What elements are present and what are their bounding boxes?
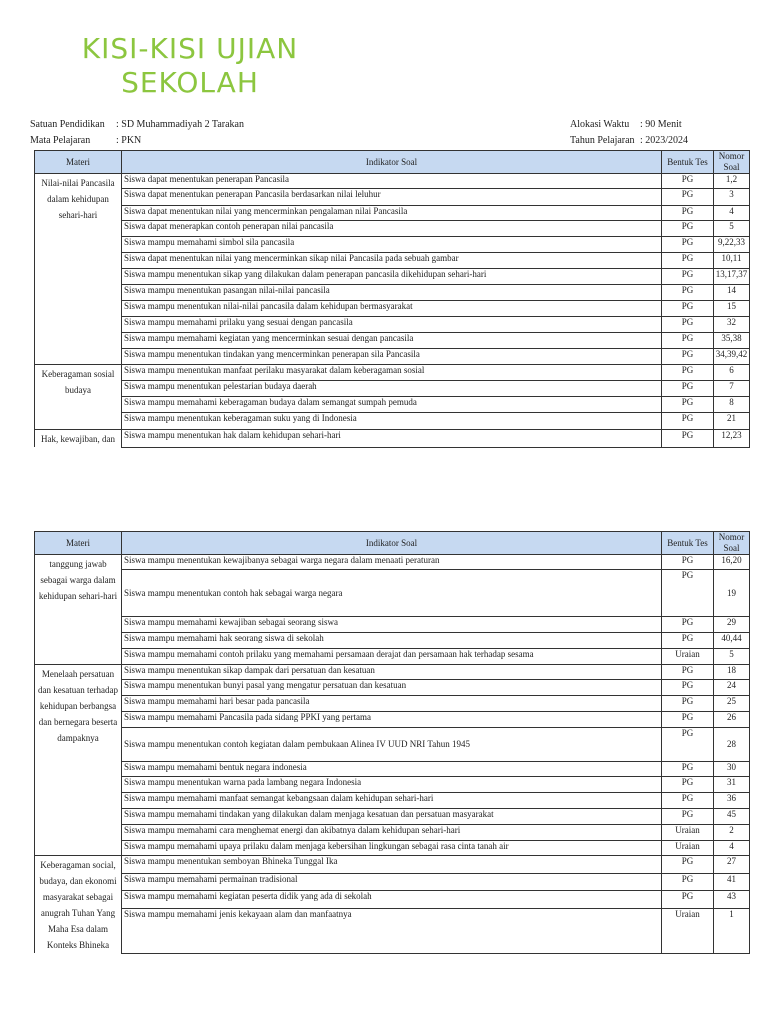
indikator-cell: Siswa mampu memahami simbol sila pancasila <box>122 237 662 253</box>
header-materi: Materi <box>35 151 122 174</box>
nomor-cell: 41 <box>714 873 750 891</box>
nomor-cell: 35,38 <box>714 333 750 349</box>
bentuk-cell: PG <box>662 285 714 301</box>
bentuk-cell: PG <box>662 349 714 365</box>
bentuk-cell: PG <box>662 777 714 793</box>
bentuk-cell: PG <box>662 617 714 633</box>
indikator-cell: Siswa dapat menentukan penerapan Pancasila berdasarkan nilai leluhur <box>122 189 662 206</box>
bentuk-cell: Uraian <box>662 909 714 953</box>
bentuk-cell: PG <box>662 762 714 777</box>
table-row <box>35 762 750 777</box>
header-bentuk: Bentuk Tes <box>662 151 714 174</box>
nomor-cell: 18 <box>714 665 750 680</box>
table-row <box>35 221 750 237</box>
bentuk-cell: PG <box>662 365 714 381</box>
table-row <box>35 633 750 649</box>
bentuk-cell: PG <box>662 317 714 333</box>
nomor-cell: 19 <box>714 570 750 617</box>
materi-cell: tanggung jawab sebagai warga dalam kehidupan sehari-hari <box>35 555 122 665</box>
nomor-cell: 16,20 <box>714 555 750 570</box>
alokasi-value: : 90 Menit <box>640 119 682 130</box>
materi-cell: Hak, kewajiban, dan <box>35 430 122 448</box>
tahun-label: Tahun Pelajaran <box>570 135 635 146</box>
bentuk-cell: PG <box>662 174 714 189</box>
nomor-cell: 7 <box>714 381 750 397</box>
nomor-cell: 24 <box>714 680 750 696</box>
table-row <box>35 253 750 269</box>
nomor-cell: 28 <box>714 728 750 762</box>
indikator-cell: Siswa mampu memahami hari besar pada pancasila <box>122 696 662 712</box>
bentuk-cell: PG <box>662 555 714 570</box>
kisi-table-2 <box>34 531 750 954</box>
indikator-cell: Siswa mampu menentukan warna pada lambang negara Indonesia <box>122 777 662 793</box>
alokasi-label: Alokasi Waktu <box>570 119 630 130</box>
table-row <box>35 381 750 397</box>
indikator-cell: Siswa mampu menentukan pasangan nilai-nilai pancasila <box>122 285 662 301</box>
indikator-cell: Siswa mampu memahami keberagaman budaya dalam semangat sumpah pemuda <box>122 397 662 413</box>
bentuk-cell: PG <box>662 665 714 680</box>
table-row <box>35 206 750 221</box>
indikator-cell: Siswa mampu memahami upaya prilaku dalam menjaga kebersihan lingkungan sebagai rasa cinta tanah air <box>122 841 662 856</box>
indikator-cell: Siswa dapat menentukan penerapan Pancasila <box>122 174 662 189</box>
indikator-cell: Siswa dapat menentukan nilai yang mencerminkan pengalaman nilai Pancasila <box>122 206 662 221</box>
table-row <box>35 841 750 856</box>
table-row <box>35 712 750 728</box>
bentuk-cell: PG <box>662 397 714 413</box>
nomor-cell: 32 <box>714 317 750 333</box>
nomor-cell: 27 <box>714 856 750 874</box>
table-row <box>35 891 750 909</box>
table-row <box>35 696 750 712</box>
indikator-cell: Siswa mampu menentukan contoh kegiatan dalam pembukaan Alinea IV UUD NRI Tahun 1945 <box>122 728 662 762</box>
bentuk-cell: PG <box>662 809 714 825</box>
table-row <box>35 777 750 793</box>
nomor-cell: 40,44 <box>714 633 750 649</box>
bentuk-cell: PG <box>662 333 714 349</box>
satuan-value: : SD Muhammadiyah 2 Tarakan <box>116 119 244 130</box>
table-row <box>35 189 750 206</box>
table-row <box>35 649 750 665</box>
nomor-cell: 34,39,42 <box>714 349 750 365</box>
table-row <box>35 349 750 365</box>
kisi-table-1 <box>34 150 750 448</box>
table-row <box>35 174 750 189</box>
bentuk-cell: PG <box>662 793 714 809</box>
indikator-cell: Siswa mampu memahami kegiatan yang mencerminkan sesuai dengan pancasila <box>122 333 662 349</box>
table-row <box>35 570 750 617</box>
nomor-cell: 29 <box>714 617 750 633</box>
indikator-cell: Siswa mampu memahami manfaat semangat kebangsaan dalam kehidupan sehari-hari <box>122 793 662 809</box>
nomor-cell: 25 <box>714 696 750 712</box>
title-line-1: KISI-KISI UJIAN <box>81 32 299 65</box>
nomor-cell: 1,2 <box>714 174 750 189</box>
indikator-cell: Siswa mampu menentukan keberagaman suku yang di Indonesia <box>122 413 662 430</box>
table-row <box>35 617 750 633</box>
table-row <box>35 333 750 349</box>
nomor-cell: 43 <box>714 891 750 909</box>
nomor-cell: 30 <box>714 762 750 777</box>
tahun-value: : 2023/2024 <box>640 135 689 146</box>
bentuk-cell: Uraian <box>662 841 714 856</box>
materi-cell: Menelaah persatuan dan kesatuan terhadap kehidupan berbangsa dan bernegara beserta dampaknya <box>35 665 122 856</box>
indikator-cell: Siswa mampu menentukan nilai-nilai pancasila dalam kehidupan bermasyarakat <box>122 301 662 317</box>
nomor-cell: 5 <box>714 649 750 665</box>
table-row <box>35 413 750 430</box>
bentuk-cell: PG <box>662 712 714 728</box>
table-row <box>35 317 750 333</box>
nomor-cell: 10,11 <box>714 253 750 269</box>
nomor-cell: 21 <box>714 413 750 430</box>
satuan-label: Satuan Pendidikan <box>30 119 105 130</box>
bentuk-cell: PG <box>662 430 714 448</box>
bentuk-cell: PG <box>662 269 714 285</box>
header-bentuk: Bentuk Tes <box>662 532 714 555</box>
table-row <box>35 430 750 448</box>
materi-cell: Keberagaman social, budaya, dan ekonomi masyarakat sebagai anugrah Tuhan Yang Maha Esa dalam Konteks Bhineka <box>35 856 122 954</box>
indikator-cell: Siswa mampu memahami jenis kekayaan alam dan manfaatnya <box>122 909 662 953</box>
bentuk-cell: PG <box>662 856 714 874</box>
indikator-cell: Siswa mampu memahami kewajiban sebagai seorang siswa <box>122 617 662 633</box>
header-nomor: Nomor Soal <box>714 151 750 174</box>
bentuk-cell: PG <box>662 728 714 762</box>
indikator-cell: Siswa mampu memahami prilaku yang sesuai dengan pancasila <box>122 317 662 333</box>
bentuk-cell: PG <box>662 237 714 253</box>
indikator-cell: Siswa mampu menentukan manfaat perilaku masyarakat dalam keberagaman sosial <box>122 365 662 381</box>
nomor-cell: 1 <box>714 909 750 953</box>
nomor-cell: 9,22,33 <box>714 237 750 253</box>
bentuk-cell: PG <box>662 696 714 712</box>
table-row <box>35 269 750 285</box>
bentuk-cell: PG <box>662 301 714 317</box>
table-row <box>35 856 750 874</box>
indikator-cell: Siswa mampu menentukan semboyan Bhineka Tunggal Ika <box>122 856 662 874</box>
table-row <box>35 809 750 825</box>
nomor-cell: 36 <box>714 793 750 809</box>
nomor-cell: 4 <box>714 206 750 221</box>
indikator-cell: Siswa mampu memahami cara menghemat energi dan akibatnya dalam kehidupan sehari-hari <box>122 825 662 841</box>
nomor-cell: 6 <box>714 365 750 381</box>
header-indikator: Indikator Soal <box>122 532 662 555</box>
indikator-cell: Siswa dapat menerapkan contoh penerapan nilai pancasila <box>122 221 662 237</box>
indikator-cell: Siswa mampu memahami hak seorang siswa di sekolah <box>122 633 662 649</box>
bentuk-cell: PG <box>662 413 714 430</box>
bentuk-cell: Uraian <box>662 649 714 665</box>
header-indikator: Indikator Soal <box>122 151 662 174</box>
table-row <box>35 728 750 762</box>
table-row <box>35 793 750 809</box>
header-nomor: Nomor Soal <box>714 532 750 555</box>
indikator-cell: Siswa mampu menentukan pelestarian budaya daerah <box>122 381 662 397</box>
indikator-cell: Siswa mampu memahami Pancasila pada sidang PPKI yang pertama <box>122 712 662 728</box>
nomor-cell: 12,23 <box>714 430 750 448</box>
indikator-cell: Siswa mampu menentukan sikap dampak dari persatuan dan kesatuan <box>122 665 662 680</box>
table-row <box>35 365 750 381</box>
bentuk-cell: PG <box>662 381 714 397</box>
table-row <box>35 285 750 301</box>
document-title <box>60 32 320 100</box>
nomor-cell: 15 <box>714 301 750 317</box>
bentuk-cell: PG <box>662 570 714 617</box>
header-materi: Materi <box>35 532 122 555</box>
bentuk-cell: PG <box>662 633 714 649</box>
bentuk-cell: PG <box>662 189 714 206</box>
table-row <box>35 825 750 841</box>
bentuk-cell: PG <box>662 680 714 696</box>
nomor-cell: 26 <box>714 712 750 728</box>
materi-cell: Keberagaman sosial budaya <box>35 365 122 430</box>
nomor-cell: 2 <box>714 825 750 841</box>
table-row <box>35 237 750 253</box>
nomor-cell: 3 <box>714 189 750 206</box>
nomor-cell: 5 <box>714 221 750 237</box>
nomor-cell: 4 <box>714 841 750 856</box>
bentuk-cell: PG <box>662 253 714 269</box>
nomor-cell: 45 <box>714 809 750 825</box>
nomor-cell: 31 <box>714 777 750 793</box>
bentuk-cell: PG <box>662 891 714 909</box>
table-row <box>35 873 750 891</box>
bentuk-cell: PG <box>662 206 714 221</box>
table-row <box>35 909 750 953</box>
indikator-cell: Siswa mampu menentukan contoh hak sebagai warga negara <box>122 570 662 617</box>
indikator-cell: Siswa mampu memahami tindakan yang dilakukan dalam menjaga kesatuan dan persatuan masyarakat <box>122 809 662 825</box>
table-row <box>35 555 750 570</box>
table-row <box>35 665 750 680</box>
indikator-cell: Siswa mampu menentukan bunyi pasal yang mengatur persatuan dan kesatuan <box>122 680 662 696</box>
nomor-cell: 8 <box>714 397 750 413</box>
indikator-cell: Siswa mampu menentukan tindakan yang mencerminkan penerapan sila Pancasila <box>122 349 662 365</box>
indikator-cell: Siswa mampu menentukan kewajibanya sebagai warga negara dalam menaati peraturan <box>122 555 662 570</box>
indikator-cell: Siswa mampu memahami bentuk negara indonesia <box>122 762 662 777</box>
table-row <box>35 680 750 696</box>
materi-cell: Nilai-nilai Pancasila dalam kehidupan sehari-hari <box>35 174 122 365</box>
bentuk-cell: Uraian <box>662 825 714 841</box>
bentuk-cell: PG <box>662 221 714 237</box>
indikator-cell: Siswa mampu memahami kegiatan peserta didik yang ada di sekolah <box>122 891 662 909</box>
table-row <box>35 397 750 413</box>
indikator-cell: Siswa mampu memahami permainan tradisional <box>122 873 662 891</box>
title-line-2: SEKOLAH <box>121 66 259 99</box>
nomor-cell: 14 <box>714 285 750 301</box>
indikator-cell: Siswa dapat menentukan nilai yang mencerminkan sikap nilai Pancasila pada sebuah gambar <box>122 253 662 269</box>
mapel-label: Mata Pelajaran <box>30 135 91 146</box>
indikator-cell: Siswa mampu menentukan hak dalam kehidupan sehari-hari <box>122 430 662 448</box>
nomor-cell: 13,17,37 <box>714 269 750 285</box>
bentuk-cell: PG <box>662 873 714 891</box>
indikator-cell: Siswa mampu memahami contoh prilaku yang memahami persamaan derajat dan persamaan hak terhadap sesama <box>122 649 662 665</box>
indikator-cell: Siswa mampu menentukan sikap yang dilakukan dalam penerapan pancasila dikehidupan sehari-hari <box>122 269 662 285</box>
mapel-value: : PKN <box>116 135 142 146</box>
table-row <box>35 301 750 317</box>
